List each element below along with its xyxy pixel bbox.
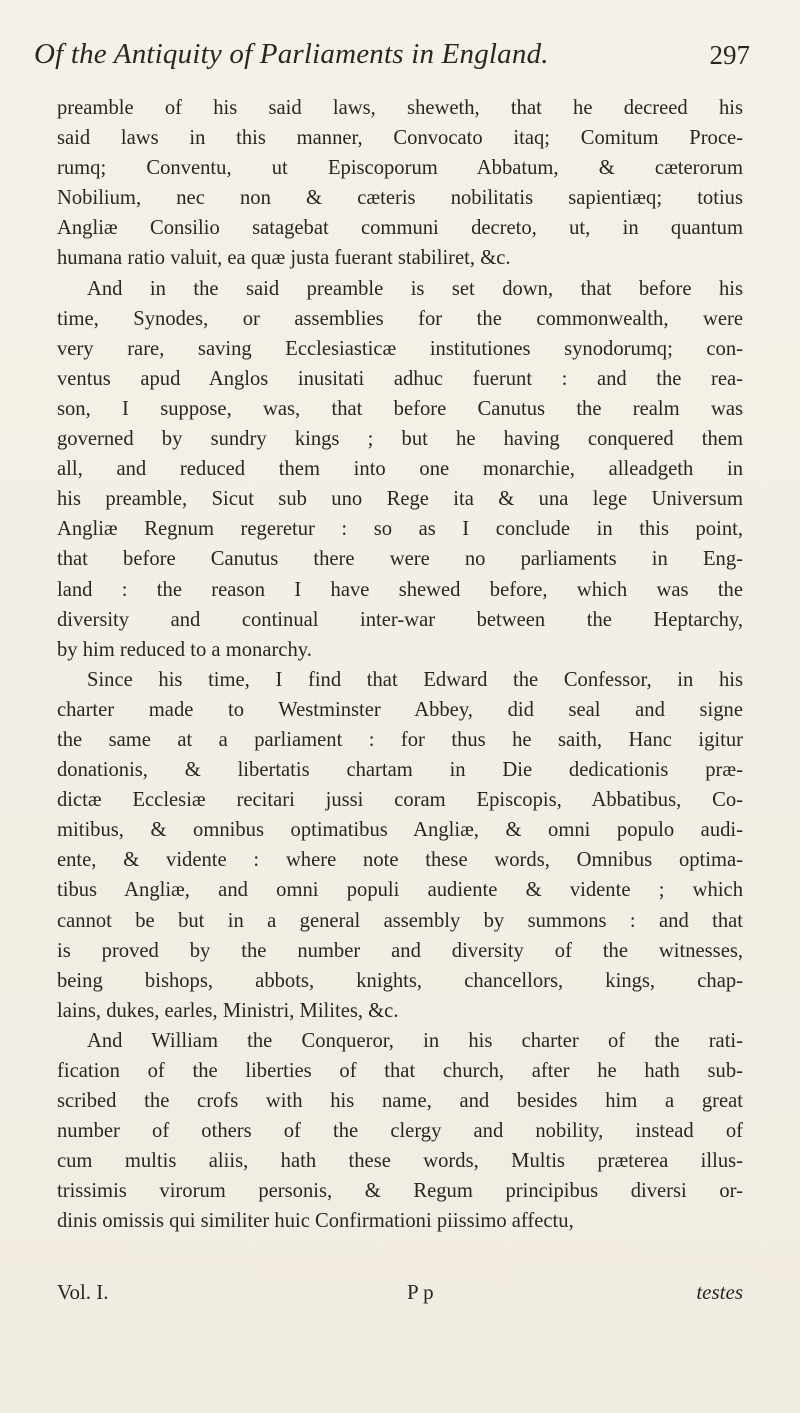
text-line: is proved by the number and diversity of the witnesses, [57,939,743,962]
text-line: fication of the liberties of that church, after he hath sub- [57,1060,743,1082]
text-line: mitibus, & omnibus optimatibus Angliæ, & omni populo audi- [57,819,743,842]
text-line: dinis omissis qui similiter huic Confirmationi piissimo affectu, [57,1210,574,1233]
page-footer [57,1280,743,1314]
text-line: charter made to Westminster Abbey, did seal and signe [57,698,743,721]
text-line: And William the Conqueror, in his charter of the rati- [87,1029,743,1052]
text-line: time, Synodes, or assemblies for the commonwealth, were [57,307,743,330]
text-line: his preamble, Sicut sub uno Rege ita & una lege Universum [57,488,743,511]
text-line: Angliæ Consilio satagebat communi decreto, ut, in quantum [57,217,743,240]
text-line: by him reduced to a monarchy. [57,638,312,661]
text-line: governed by sundry kings ; but he having conquered them [57,428,743,451]
text-line: rumq; Conventu, ut Episcoporum Abbatum, & cæterorum [57,157,743,180]
running-title: Of the Antiquity of Parliaments in England. [34,38,549,70]
page-header [34,38,750,82]
text-line: the same at a parliament : for thus he saith, Hanc igitur [57,728,743,751]
text-line: Nobilium, nec non & cæteris nobilitatis sapientiæq; totius [57,187,743,210]
text-line: And in the said preamble is set down, that before his [87,277,743,300]
text-line: tibus Angliæ, and omni populi audiente & vidente ; which [57,879,743,902]
text-line: donationis, & libertatis chartam in Die dedicationis præ- [57,759,743,782]
text-line: humana ratio valuit, ea quæ justa fuerant stabiliret, &c. [57,247,511,270]
text-line: lains, dukes, earles, Ministri, Milites, &c. [57,999,399,1022]
text-line: very rare, saving Ecclesiasticæ institutiones synodorumq; con- [57,337,743,360]
page-number: 297 [709,40,750,70]
text-line: son, I suppose, was, that before Canutus the realm was [57,397,743,420]
text-line: trissimis virorum personis, & Regum principibus diversi or- [57,1180,743,1203]
text-line: Angliæ Regnum regeretur : so as I conclude in this point, [57,518,743,541]
text-line: being bishops, abbots, knights, chancellors, kings, chap- [57,969,743,992]
text-line: said laws in this manner, Convocato itaq; Comitum Proce- [57,127,743,150]
text-line: diversity and continual inter-war between the Heptarchy, [57,608,743,631]
text-line: all, and reduced them into one monarchie, alleadgeth in [57,458,743,481]
signature-mark: P p [407,1280,434,1304]
text-line: land : the reason I have shewed before, which was the [57,578,743,601]
text-line: Since his time, I find that Edward the Confessor, in his [87,668,743,691]
text-line: preamble of his said laws, sheweth, that he decreed his [57,97,743,119]
text-line: ente, & vidente : where note these words, Omnibus optima- [57,849,743,872]
text-line: number of others of the clergy and nobility, instead of [57,1120,743,1143]
text-line: ventus apud Anglos inusitati adhuc fuerunt : and the rea- [57,367,743,390]
text-line: scribed the crofs with his name, and besides him a great [57,1090,743,1113]
catchword: testes [696,1280,743,1304]
body-text [57,93,743,1237]
text-line: dictæ Ecclesiæ recitari jussi coram Episcopis, Abbatibus, Co- [57,789,743,812]
text-line: cannot be but in a general assembly by summons : and that [57,909,743,932]
text-line: that before Canutus there were no parliaments in Eng- [57,548,743,571]
text-line: cum multis aliis, hath these words, Multis prætereа illus- [57,1150,743,1173]
volume-mark: Vol. I. [57,1280,109,1304]
